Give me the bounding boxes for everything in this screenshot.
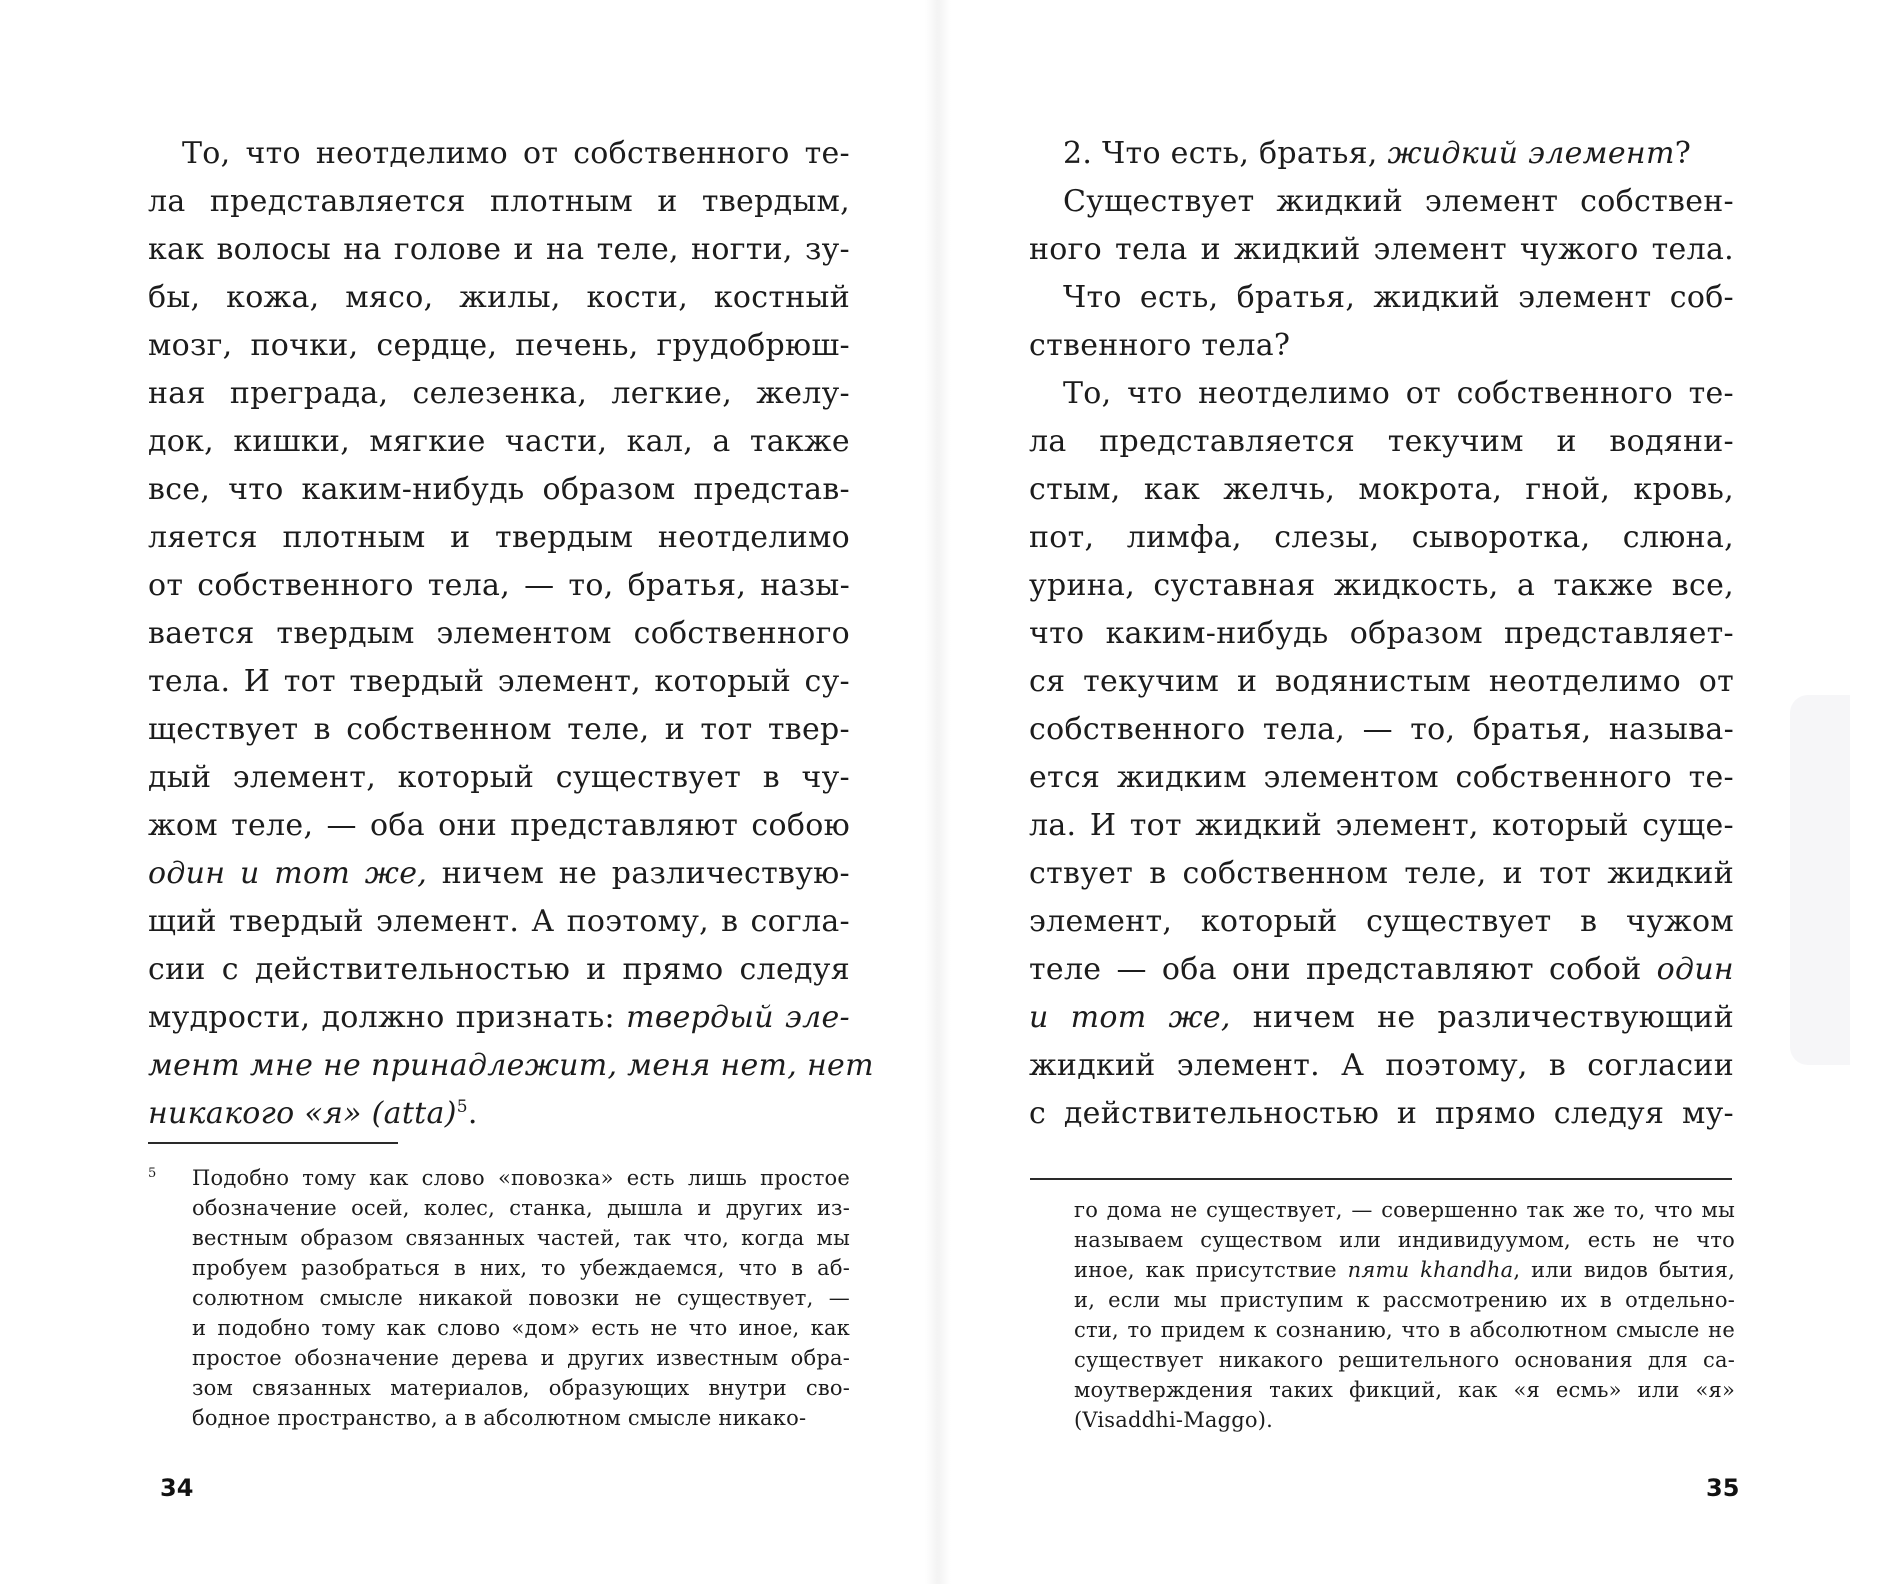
footnote-line: бодное пространство, а в абсолютном смысле никако- [192,1406,807,1430]
footnote-line: го дома не существует, — совершенно так же то, что мы [1074,1198,1735,1222]
body-line: собственного тела, — то, братья, называ- [1029,712,1734,747]
body-line: тела. И тот твердый элемент, который су- [148,664,850,699]
left-footnote [148,1163,850,1433]
body-line: сии с действительностью и прямо следуя [148,952,850,987]
right-footnote [1030,1195,1735,1435]
body-line: элемент, который существует в чужом [1029,904,1734,939]
footnote-line: обозначение осей, колес, станка, дышла и других из- [192,1196,850,1220]
left-page [0,0,938,1584]
body-line: ла представляется плотным и твердым, [148,184,850,219]
section-heading-line: 2. Что есть, братья, жидкий элемент? [1063,136,1692,171]
body-line: мозг, почки, сердце, печень, грудобрюш- [148,328,850,363]
footnote-line: пробуем разобраться в них, то убеждаемся, что в аб- [192,1256,850,1280]
italic-phrase: и тот же, [1029,1000,1231,1035]
body-line: То, что неотделимо от собственного те- [182,136,850,171]
footnote-line: моутверждения таких фикций, как «я есмь» или «я» [1074,1378,1735,1402]
body-line: что каким-нибудь образом представляет- [1029,616,1734,651]
body-line: пот, лимфа, слезы, сыворотка, слюна, [1029,520,1734,555]
body-line: ществует в собственном теле, и тот твер- [148,712,850,747]
body-line: урина, суставная жидкость, а также все, [1029,568,1734,603]
body-line: дый элемент, который существует в чу- [148,760,850,795]
body-line: щий твердый элемент. А поэтому, в согла- [148,904,850,939]
body-line: ного тела и жидкий элемент чужого тела. [1029,232,1734,267]
italic-phrase: один [1656,952,1734,987]
right-page [938,0,1877,1584]
body-line-with-italic: мудрости, должно признать: твердый эле- [148,1000,850,1035]
body-line: жом теле, — оба они представляют собою [148,808,850,843]
footnote-divider [148,1142,398,1144]
footnote-divider [1030,1178,1732,1180]
body-line: ла представляется текучим и водяни- [1029,424,1734,459]
footnote-line: зом связанных материалов, образующих внутри сво- [192,1376,850,1400]
body-line: ляется плотным и твердым неотделимо [148,520,850,555]
body-line: все, что каким-нибудь образом представ- [148,472,850,507]
footnote-line: (Visaddhi-Maggo). [1074,1408,1274,1432]
body-line: бы, кожа, мясо, жилы, кости, костный [148,280,850,315]
italic-phrase: жидкий элемент [1387,136,1675,171]
italic-phrase: твердый эле- [626,1000,850,1035]
footnote-line: существует никакого решительного основания для са- [1074,1348,1735,1372]
body-line-last: никакого «я» (atta)$^5$. [148,1096,478,1131]
footnote-reference[interactable]: 5 [456,1097,468,1117]
body-line: ется жидким элементом собственного те- [1029,760,1734,795]
body-line: Что есть, братья, жидкий элемент соб- [1063,280,1734,315]
italic-phrase: мент мне не принадлежит, меня нет, нет [148,1048,874,1083]
footnote-line-with-italic: иное, как присутствие пяти khandha, или видов бытия, [1074,1258,1735,1282]
footnote-line: называем существом или индивидуумом, есть не что [1074,1228,1735,1252]
body-line: как волосы на голове и на теле, ногти, зу- [148,232,850,267]
footnote-line: солютном смысле никакой повозки не существует, — [192,1286,850,1310]
footnote-line: простое обозначение дерева и других известным обра- [192,1346,850,1370]
body-line-with-italic: один и тот же, ничем не различествую- [148,856,850,891]
body-line: жидкий элемент. А поэтому, в согласии [1029,1048,1734,1083]
italic-phrase: никакого «я» (atta) [148,1096,457,1131]
footnote-marker: 5 [148,1166,157,1181]
body-line-italic [148,1042,874,1090]
body-line: ла. И тот жидкий элемент, который суще- [1029,808,1734,843]
left-body-text [148,130,874,1138]
body-line: с действительностью и прямо следуя му- [1029,1096,1734,1131]
body-line: от собственного тела, — то, братья, назы- [148,568,850,603]
body-line: ствует в собственном теле, и тот жидкий [1029,856,1734,891]
body-line: Существует жидкий элемент собствен- [1063,184,1734,219]
body-line: То, что неотделимо от собственного те- [1063,376,1734,411]
body-line-with-italic: теле — оба они представляют собой один [1029,952,1734,987]
body-line: ственного тела? [1029,328,1291,363]
italic-phrase: один и тот же, [148,856,428,891]
body-line: стым, как желчь, мокрота, гной, кровь, [1029,472,1734,507]
page-number-left: 34 [160,1474,194,1502]
body-line: док, кишки, мягкие части, кал, а также [148,424,850,459]
right-body-text [1029,130,1734,1138]
body-line: ная преграда, селезенка, легкие, желу- [148,376,850,411]
footnote-line: 5 Подобно тому как слово «повозка» есть лишь простое [148,1163,850,1193]
body-line: ся текучим и водянистым неотделимо от [1029,664,1734,699]
footnote-line: вестным образом связанных частей, так что, когда мы [192,1226,850,1250]
footnote-line: и, если мы приступим к рассмотрению их в отдельно- [1074,1288,1735,1312]
italic-phrase: пяти khandha [1347,1258,1514,1282]
body-line: вается твердым элементом собственного [148,616,850,651]
footnote-line: сти, то придем к сознанию, что в абсолютном смысле не [1074,1318,1735,1342]
footnote-line: и подобно тому как слово «дом» есть не что иное, как [192,1316,850,1340]
page-number-right: 35 [1706,1474,1740,1502]
body-line-with-italic: и тот же, ничем не различествующий [1029,1000,1734,1035]
